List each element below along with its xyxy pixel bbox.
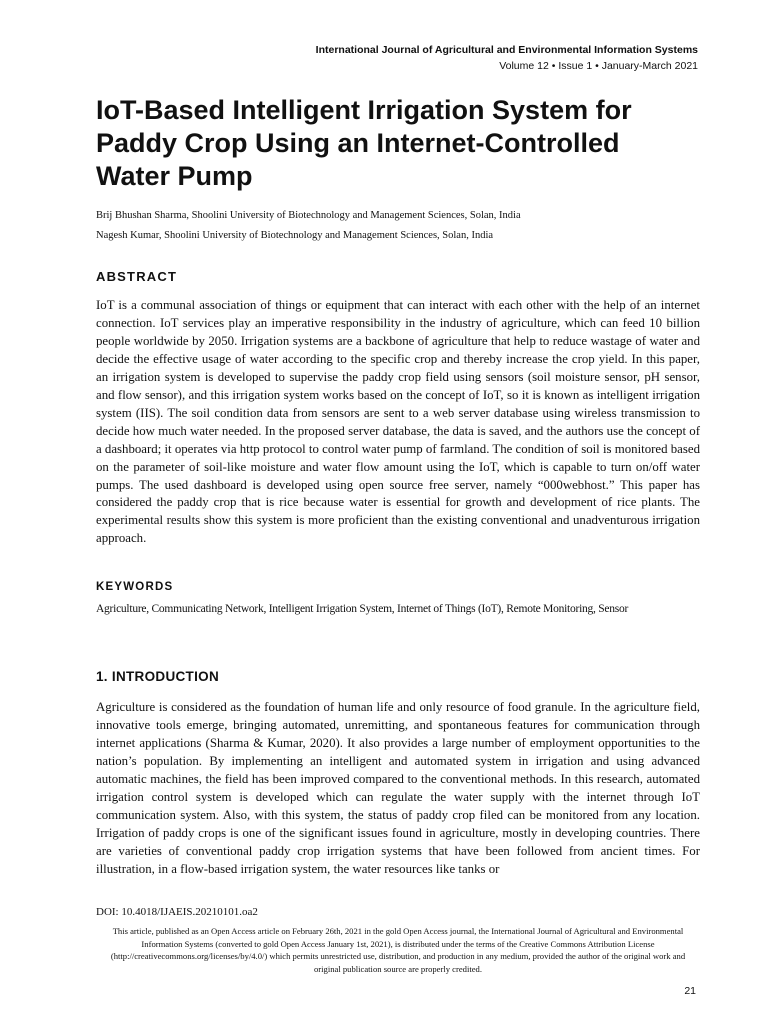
- introduction-heading: 1. INTRODUCTION: [96, 669, 220, 684]
- page-number: 21: [684, 985, 696, 997]
- journal-name: International Journal of Agricultural and Environmental Information Systems: [315, 44, 698, 56]
- license-notice: This article, published as an Open Access article on February 26th, 2021 in the gold Open Access journal, the International Journal of Agricultural and Environmental Information Systems (converted to gold Open Access January 1st, 2021), is distributed under the terms of the Creative Commons Attribution License (http://creativecommons.org/licenses/by/4.0/) which permits unrestricted use, distribution, and production in any medium, provided the author of the original work and original publication source are properly credited.: [110, 926, 686, 974]
- abstract-heading: ABSTRACT: [96, 269, 178, 284]
- author-affiliation: Brij Bhushan Sharma, Shoolini University of Biotechnology and Management Sciences, Solan, India: [96, 210, 521, 221]
- abstract-text: IoT is a communal association of things or equipment that can interact with each other with the help of an internet connection. IoT services play an imperative responsibility in the industry of agriculture, which can feed 10 billion people worldwide by 2050. Irrigation systems are a backbone of agriculture that help to reduce wastage of water and decide the effective usage of water according to the specific crop and thereby increase the crop yield. In this paper, an irrigation system is developed to supervise the paddy crop field using sensors (soil moisture sensor, pH sensor, and flow sensor), and this irrigation system works based on the concept of IoT, so it is known as intelligent irrigation system (IIS). The soil condition data from sensors are sent to a web server database using wireless transmission to decide how much water needed. In the proposed server database, the data is saved, and the authors use the concept of a dashboard; it operates via http protocol to control water pump of farmland. The condition of soil is monitored based on the parameter of soil-like moisture and water flow amount using the IoT, which is capable to turn on/off water pumps. The used dashboard is developed using open source free server, namely “000webhost.” This paper has considered the paddy crop that is rice because water is essential for growth and development of rice plants. The experimental results show this system is more proficient than the existing conventional and unadventurous irrigation approach.: [96, 298, 700, 546]
- keywords-heading: KEYWORDS: [96, 581, 174, 593]
- journal-issue-line: Volume 12 • Issue 1 • January-March 2021: [499, 60, 698, 72]
- introduction-text: Agriculture is considered as the foundation of human life and only resource of food granule. In the agriculture field, innovative tools emerge, bringing automated, unremitting, and spontaneous features for communication through internet applications (Sharma & Kumar, 2020). It also provides a large number of employment opportunities to the nation’s population. By implementing an intelligent and automated system in irrigation and using advanced automatic machines, the field has been improved compared to the conventional methods. In this research, automated irrigation control system is developed which can regulate the water supply with the internet through IoT communication system. Also, with this system, the status of paddy crop filed can be monitored from any location. Irrigation of paddy crops is one of the significant issues found in agriculture, mostly in developing countries. There are varieties of conventional paddy crop irrigation systems that have been followed from ancient times. For illustration, in a flow-based irrigation system, the water resources like tanks or: [96, 700, 700, 876]
- keywords-text: Agriculture, Communicating Network, Intelligent Irrigation System, Internet of Things (IoT), Remote Monitoring, Sensor: [96, 603, 629, 615]
- author-affiliation: Nagesh Kumar, Shoolini University of Biotechnology and Management Sciences, Solan, India: [96, 230, 494, 241]
- article-title: IoT-Based Intelligent Irrigation System for Paddy Crop Using an Internet-Controlled Water Pump: [96, 95, 632, 191]
- author-list: [96, 206, 696, 246]
- doi-line: DOI: 10.4018/IJAEIS.20210101.oa2: [96, 906, 258, 918]
